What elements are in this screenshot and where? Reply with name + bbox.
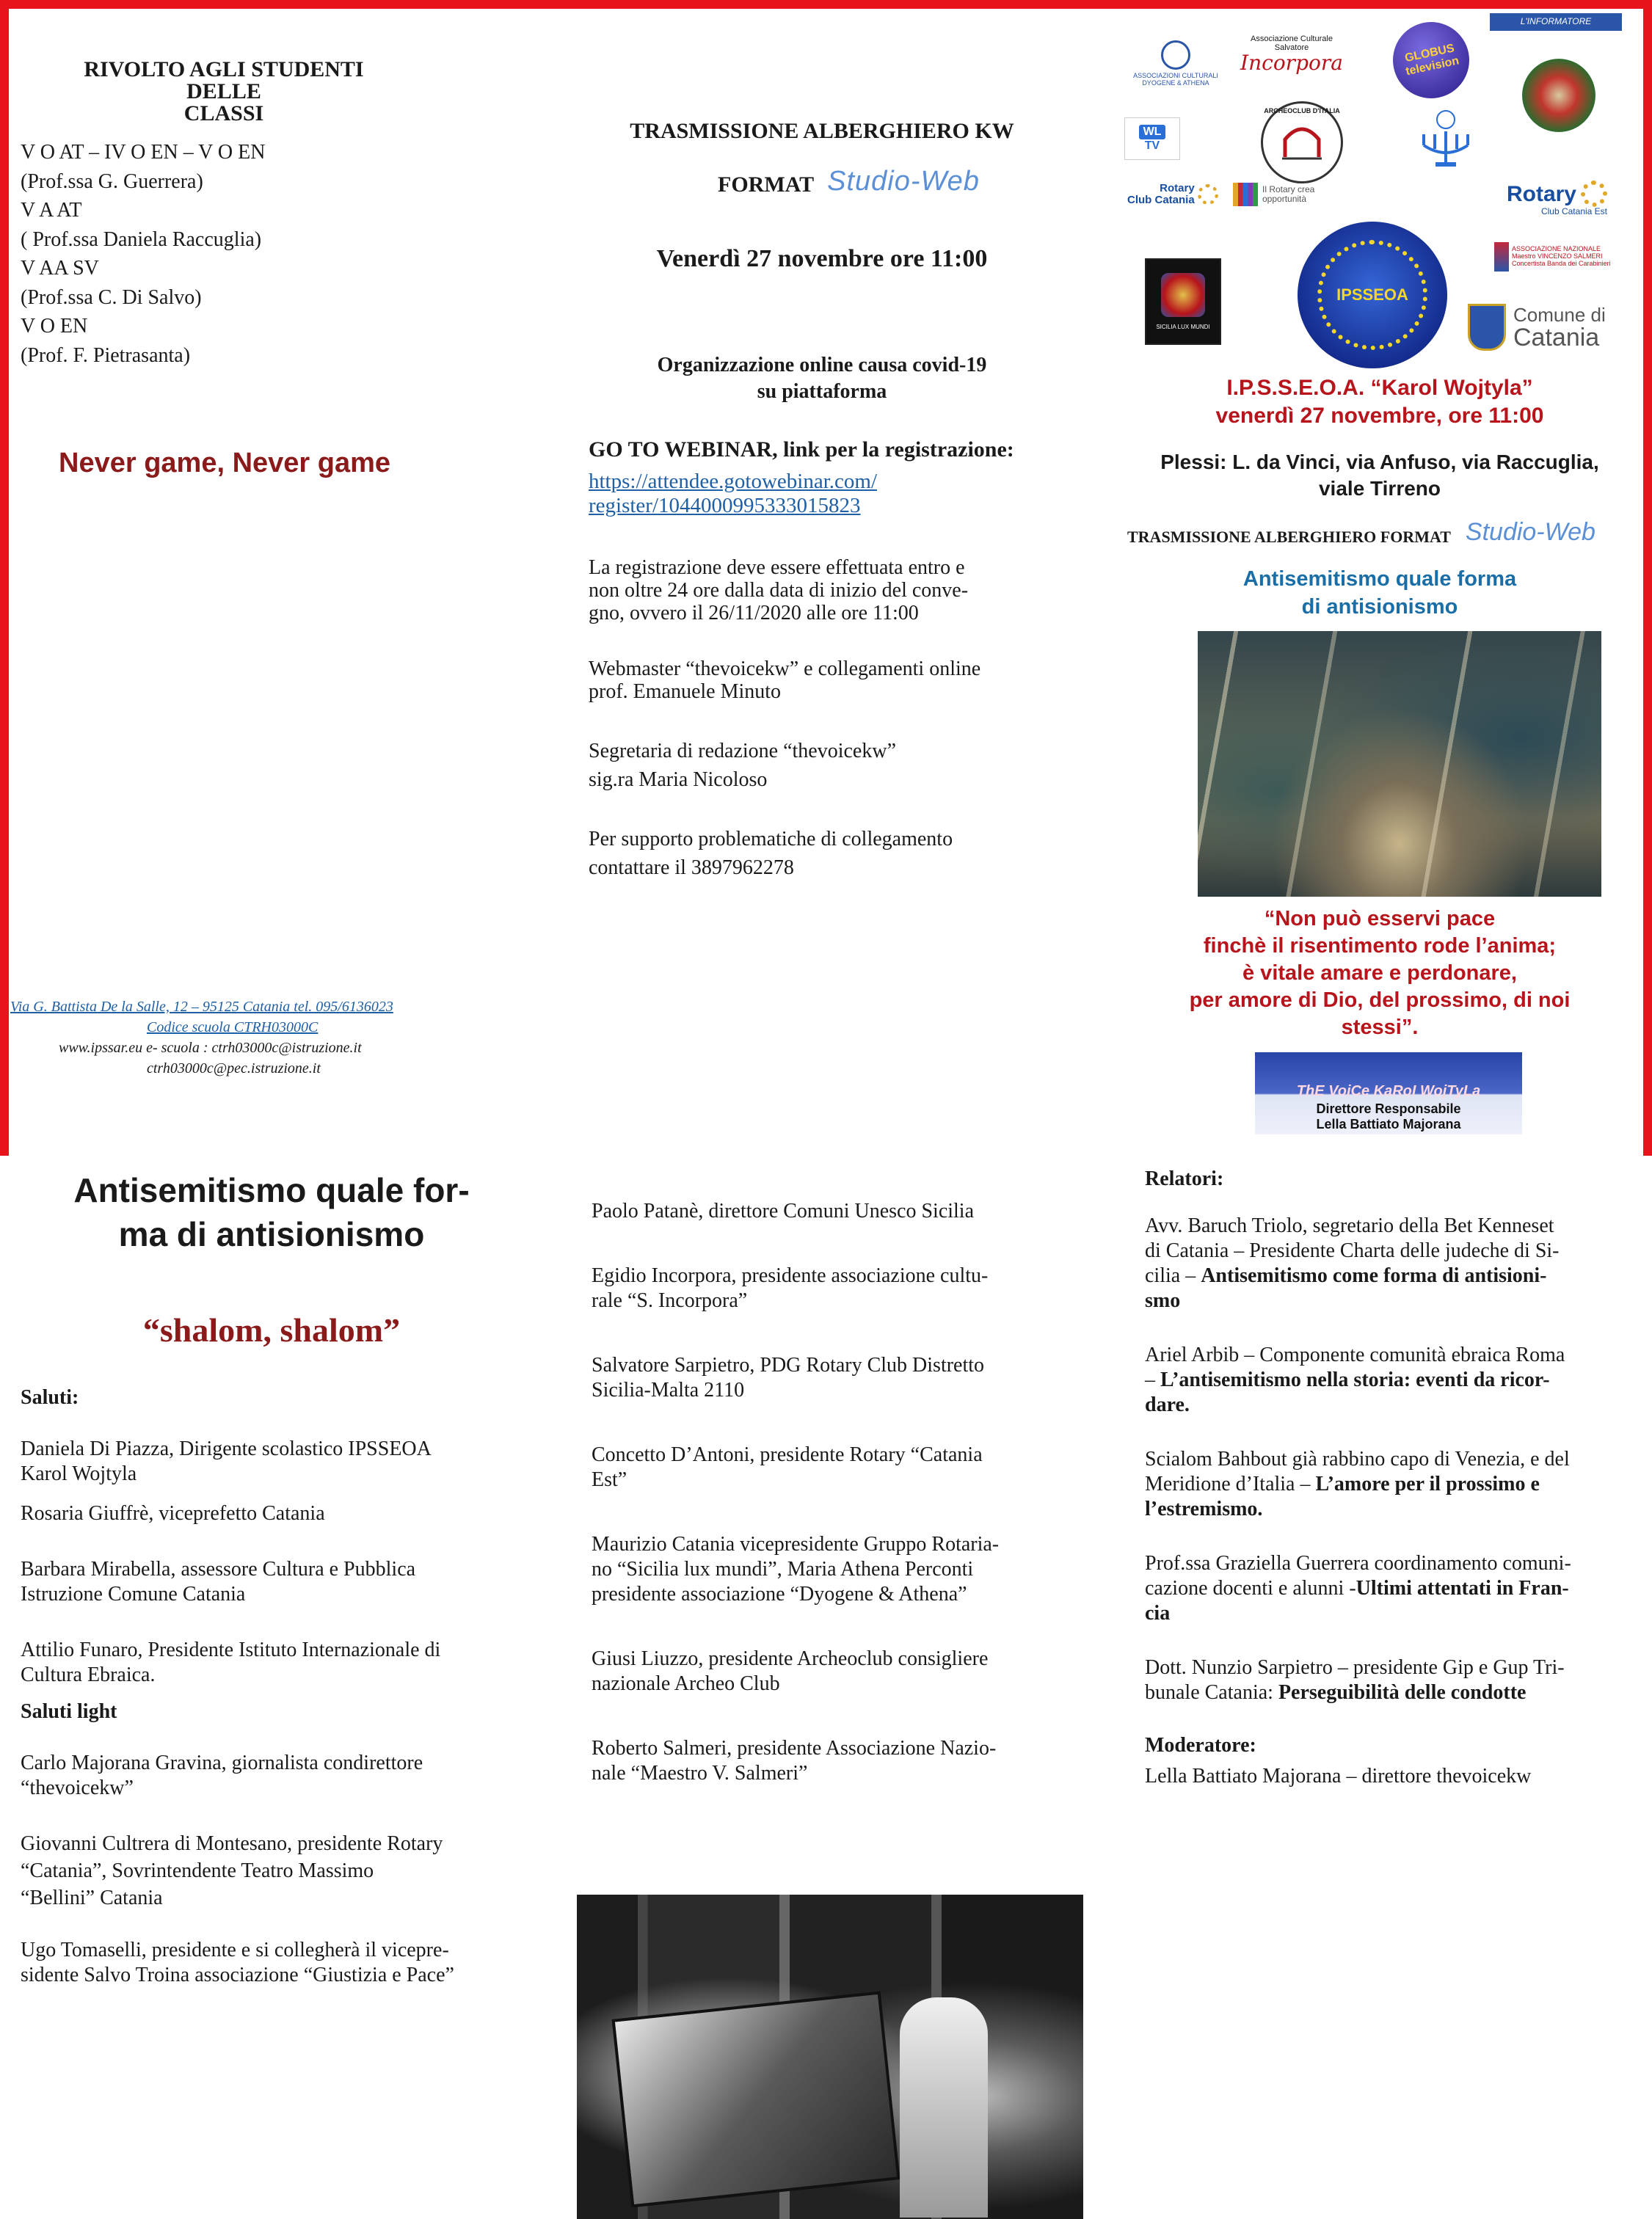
saluto-light-item: Giovanni Cultrera di Montesano, presidente Rotary “Catania”, Sovrintendente Teatro Massimo “Bellini” Catania xyxy=(21,1832,443,1909)
menorah-logo xyxy=(1408,103,1484,173)
relatori-section xyxy=(1145,1167,1644,1789)
plessi-list: Plessi: L. da Vinci, via Anfuso, via Raccuglia, viale Tirreno xyxy=(1160,451,1599,500)
slogan: Never game, Never game xyxy=(59,448,391,478)
transmission-format-line: TRASMISSIONE ALBERGHIERO FORMAT Studio-Web xyxy=(1127,518,1595,546)
studio-web-logo-small: Studio-Web xyxy=(1465,518,1595,546)
artist-photo xyxy=(577,1895,1083,2219)
comune-catania-logo: Comune di Catania xyxy=(1468,296,1615,358)
participant-item: Giusi Liuzzo, presidente Archeoclub consigliere nazionale Archeo Club xyxy=(592,1647,989,1695)
transmission-heading: TRASMISSIONE ALBERGHIERO KW xyxy=(630,119,1014,143)
saluti-section xyxy=(21,1385,534,1988)
program-title: Antisemitismo quale for- ma di antisionismo xyxy=(73,1171,470,1253)
audience-heading: RIVOLTO AGLI STUDENTI DELLE CLASSI xyxy=(84,57,364,125)
organization-note: Organizzazione online causa covid-19 su piattaforma xyxy=(657,354,987,403)
relatore-text: Avv. Baruch Triolo, segretario della Bet Kenneset di Catania – Presidente Charta delle judeche di Si- cilia – xyxy=(1145,1214,1560,1287)
salmeri-logo: ASSOCIAZIONE NAZIONALE Maestro VINCENZO SALMERI Concertista Banda dei Carabinieri xyxy=(1494,235,1626,279)
participant-item: Roberto Salmeri, presidente Associazione Nazio- nale “Maestro V. Salmeri” xyxy=(592,1737,997,1785)
wltv-logo: WL TV xyxy=(1124,117,1180,160)
relatore-text: Ariel Arbib – Componente comunità ebraica Roma – xyxy=(1145,1344,1565,1391)
rotary-wheel-icon xyxy=(1198,184,1218,205)
support-note: Per supporto problematiche di collegamento contattare il 3897962278 xyxy=(589,828,953,879)
address-line[interactable]: Via G. Battista De la Salle, 12 – 95125 Catania tel. 095/6136023 xyxy=(10,999,393,1015)
school-code: Codice scuola CTRH03000C xyxy=(147,1019,319,1035)
participants-list xyxy=(592,1199,1091,1786)
relatore-topic: L’antisemitismo nella storia: eventi da ricor- dare. xyxy=(1145,1369,1550,1416)
school-contacts xyxy=(7,996,521,1079)
rotary-catania-logo: Rotary Club Catania xyxy=(1127,176,1223,213)
relatore-text: Dott. Nunzio Sarpietro – presidente Gip e Gup Tri- bunale Catania: xyxy=(1145,1656,1565,1704)
globus-television-logo: GLOBUS television xyxy=(1393,22,1469,98)
relatore-topic: L’amore per il prossimo e l’estremismo. xyxy=(1145,1473,1540,1520)
saluto-item: Attilio Funaro, Presidente Istituto Internazionale di Cultura Ebraica. xyxy=(21,1639,441,1686)
pec-line: ctrh03000c@pec.istruzione.it xyxy=(147,1060,321,1076)
format-label: FORMAT xyxy=(718,172,815,197)
rotary-opportunity-logo: Il Rotary crea opportunità xyxy=(1233,179,1343,210)
voice-banner: ThE VoiCe KaRoI WojTyLa Direttore Responsabile Lella Battiato Majorana xyxy=(1255,1052,1522,1134)
webmaster-note: Webmaster “thevoicekw” e collegamenti online prof. Emanuele Minuto xyxy=(589,657,981,703)
participant-item: Concetto D’Antoni, presidente Rotary “Catania Est” xyxy=(592,1443,983,1491)
program-subtitle: “shalom, shalom” xyxy=(142,1311,401,1349)
painting-image xyxy=(1198,631,1601,897)
relatore-topic: Ultimi attentati in Fran- cia xyxy=(1145,1577,1569,1625)
saluto-item: Barbara Mirabella, assessore Cultura e Pubblica Istruzione Comune Catania xyxy=(21,1558,416,1606)
saluto-light-item: Carlo Majorana Gravina, giornalista condirettore “thevoicekw” xyxy=(21,1752,423,1799)
rotary-wheel-icon xyxy=(1581,181,1607,207)
rotary-catania-est-logo: Rotary Club Catania Est xyxy=(1506,181,1607,217)
saluto-item: Rosaria Giuffrè, viceprefetto Catania xyxy=(21,1502,325,1525)
classes-list: V O AT – IV O EN – V O EN (Prof.ssa G. Guerrera) V A AT ( Prof.ssa Daniela Raccuglia) V AA SV (Prof.ssa C. Di Salvo) V O EN (Prof. F. Pietrasanta) xyxy=(21,141,266,367)
secretary-note: Segretaria di redazione “thevoicekw” sig.ra Maria Nicoloso xyxy=(589,740,897,791)
saluto-light-item: Ugo Tomaselli, presidente e si collegherà il vicepre- sidente Salvo Troina associazione “Giustizia e Pace” xyxy=(21,1939,454,1986)
incorpora-logo: Associazione Culturale Salvatore Incorpora xyxy=(1240,34,1343,75)
contacts-line: www.ipssar.eu e- scuola : ctrh03000c@istruzione.it xyxy=(59,1040,362,1056)
relatore-text: Prof.ssa Graziella Guerrera coordinamento comuni- cazione docenti e alunni - xyxy=(1145,1552,1571,1600)
ipsseoa-emblem: IPSSEOA xyxy=(1298,222,1447,368)
webinar-label: GO TO WEBINAR, link per la registrazione: xyxy=(589,437,1014,462)
theme-title: Antisemitismo quale forma di antisionismo xyxy=(1242,567,1517,619)
archeoclub-arch-icon xyxy=(1276,120,1328,164)
relatore-item xyxy=(1145,1655,1644,1705)
sicilia-lux-mundi-logo: SICILIA LUX MUNDI xyxy=(1145,258,1221,345)
relatore-item xyxy=(1145,1551,1644,1626)
format-line xyxy=(718,166,980,197)
relatore-item xyxy=(1145,1343,1644,1418)
participant-item: Salvatore Sarpietro, PDG Rotary Club Distretto Sicilia-Malta 2110 xyxy=(592,1354,985,1402)
dyogene-athena-logo: ASSOCIAZIONI CULTURALI DYOGENE & ATHENA xyxy=(1132,32,1220,95)
relatore-topic: Antisemitismo come forma di antisioni- smo xyxy=(1145,1264,1547,1312)
relatore-text: Scialom Bahbout già rabbino capo di Venezia, e del Meridione d’Italia – xyxy=(1145,1448,1570,1495)
participant-item: Egidio Incorpora, presidente associazione cultu- rale “S. Incorpora” xyxy=(592,1264,989,1312)
menorah-icon xyxy=(1409,105,1482,171)
saluto-item: Daniela Di Piazza, Dirigente scolastico IPSSEOA Karol Wojtyla xyxy=(21,1438,432,1485)
school-date: venerdì 27 novembre, ore 11:00 xyxy=(1215,404,1544,428)
relatori-label: Relatori: xyxy=(1145,1167,1224,1190)
webinar-link[interactable]: https://attendee.gotowebinar.com/ register/1044000995333015823 xyxy=(589,470,878,517)
archeoclub-logo: ARCHEOCLUB D'ITALIA xyxy=(1261,101,1343,183)
studio-web-logo: Studio-Web xyxy=(827,166,980,197)
event-date: Venerdì 27 novembre ore 11:00 xyxy=(656,245,988,272)
relatore-item xyxy=(1145,1447,1644,1522)
emblem-seal xyxy=(1522,59,1595,132)
saluti-label: Saluti: xyxy=(21,1386,79,1409)
relatore-item xyxy=(1145,1214,1644,1313)
registration-note: La registrazione deve essere effettuata entro e non oltre 24 ore dalla data di inizio del conve- gno, ovvero il 26/11/2020 alle ore 11:00 xyxy=(589,556,969,624)
participant-item: Maurizio Catania vicepresidente Gruppo Rotaria- no “Sicilia lux mundi”, Maria Athena Perconti presidente associazione “Dyogene & Athena” xyxy=(592,1533,1000,1606)
informatore-logo: L'INFORMATORE xyxy=(1490,13,1622,31)
saluti-light-label: Saluti light xyxy=(21,1700,117,1723)
quote: “Non può esservi pace finchè il risentimento rode l’anima; è vitale amare e perdonare, per amore di Dio, del prossimo, di noi stessi”. xyxy=(1189,907,1571,1039)
participant-item: Paolo Patanè, direttore Comuni Unesco Sicilia xyxy=(592,1200,975,1223)
city-crest-icon xyxy=(1468,304,1506,351)
moderatore-label: Moderatore: xyxy=(1145,1734,1256,1757)
school-title: I.P.S.S.E.O.A. “Karol Wojtyla” xyxy=(1226,376,1533,400)
relatore-topic: Perseguibilità delle condotte xyxy=(1278,1681,1527,1704)
moderatore-name: Lella Battiato Majorana – direttore thevoicekw xyxy=(1145,1765,1532,1788)
